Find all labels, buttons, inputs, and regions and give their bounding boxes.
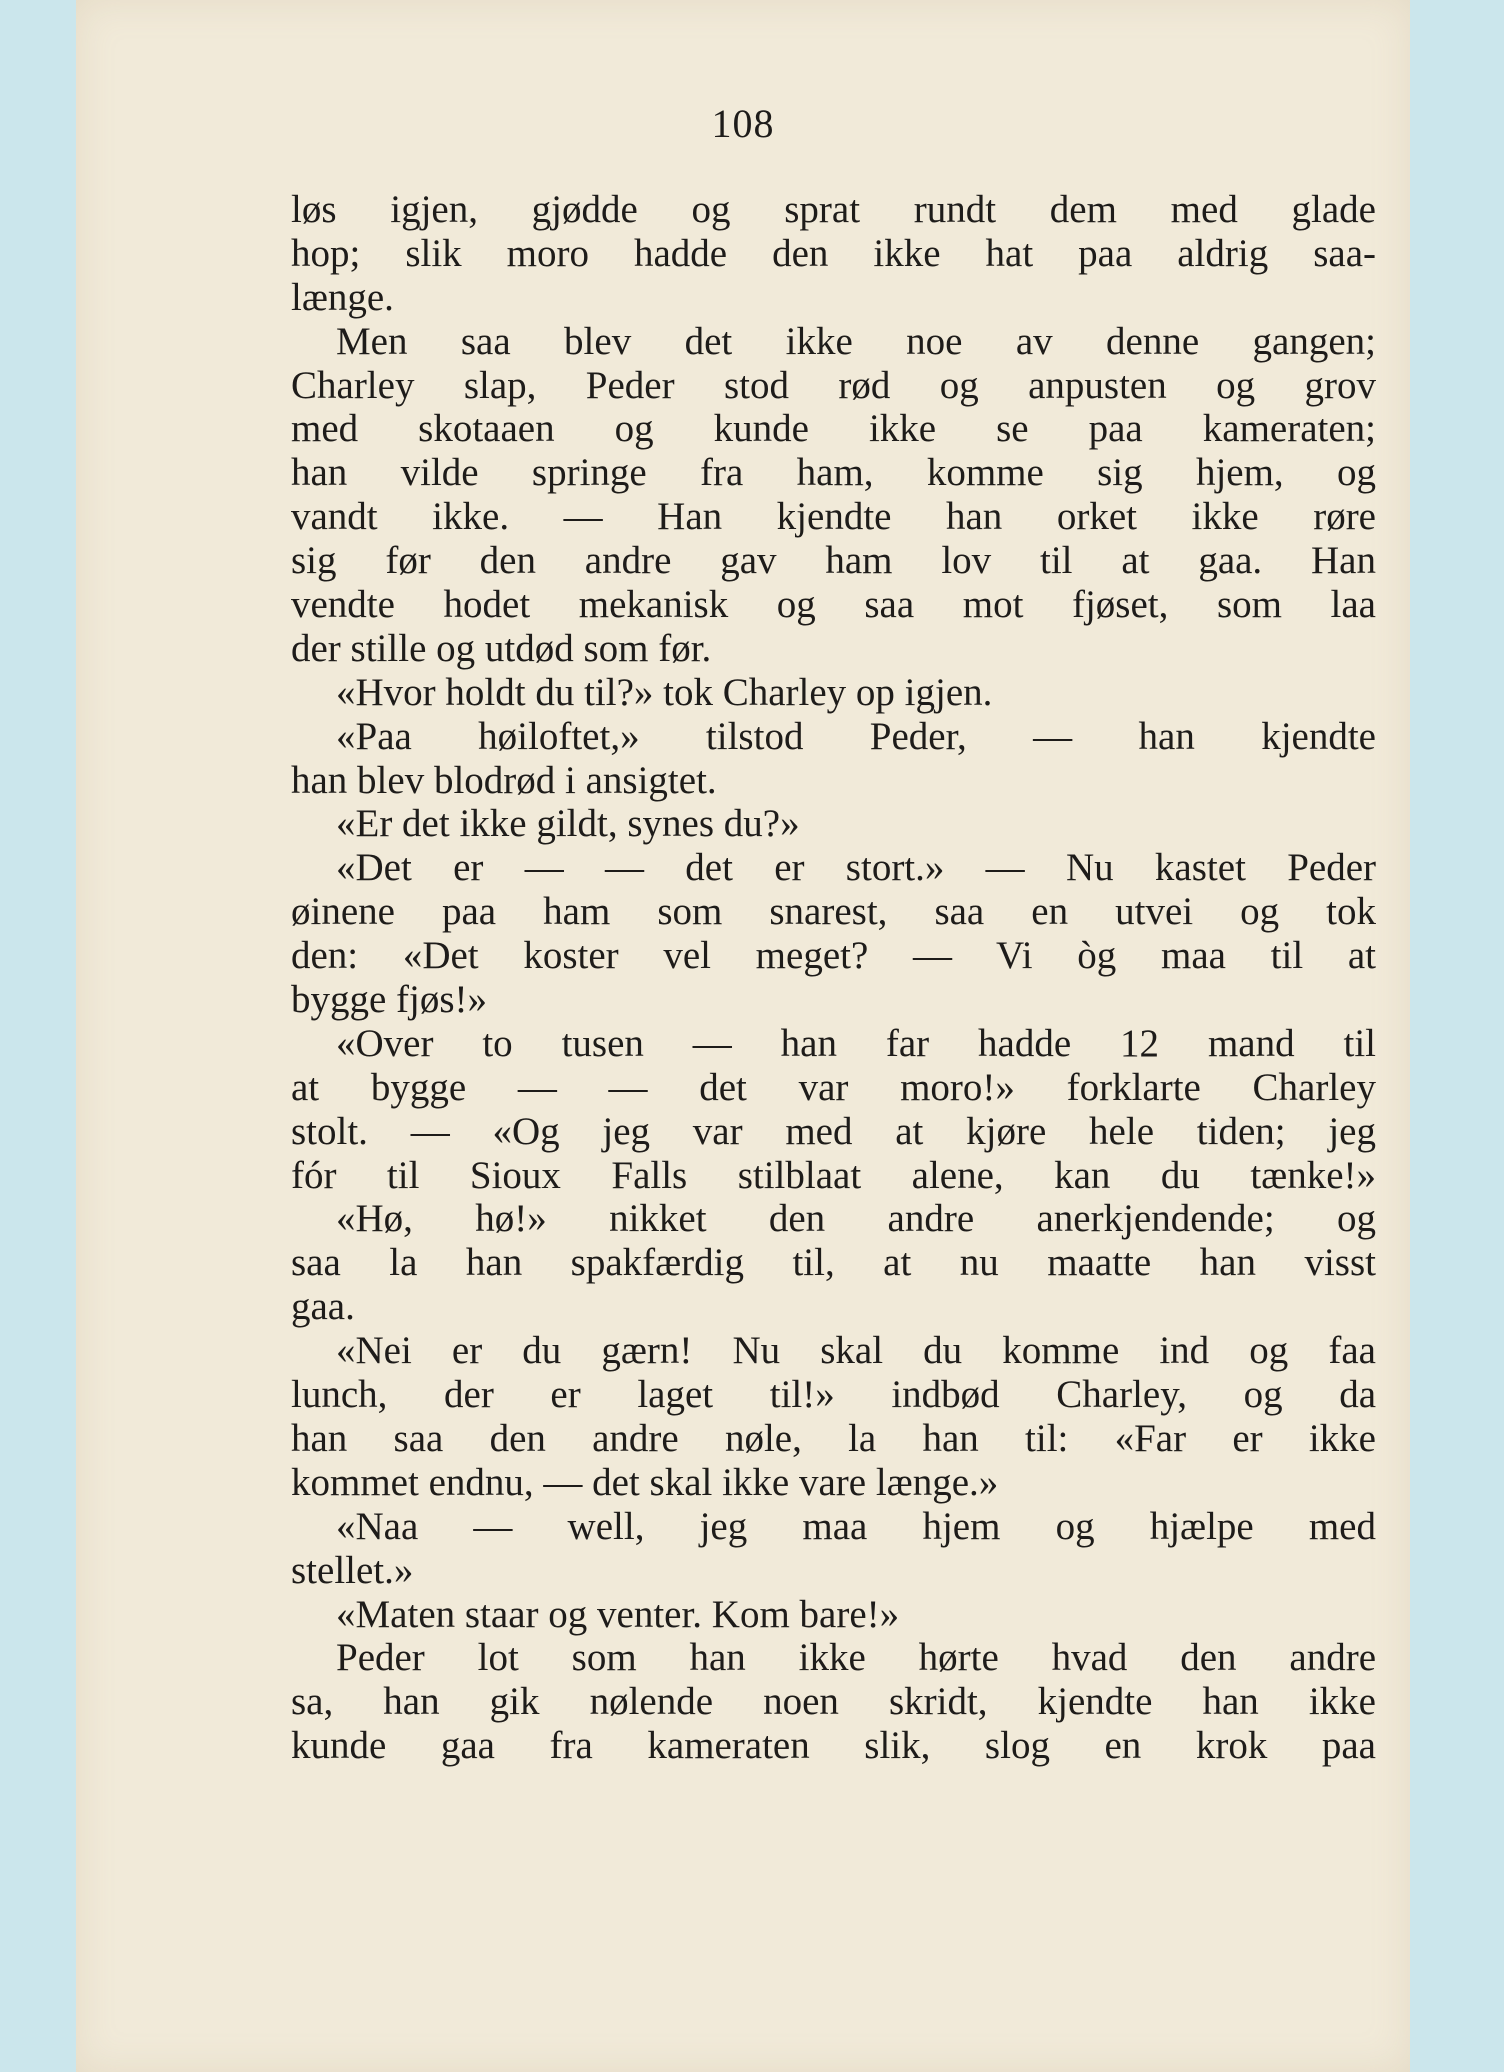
text-line: fór til Sioux Falls stilblaat alene, kan du tænke!»: [291, 1153, 1376, 1197]
text-line: vendte hodet mekanisk og saa mot fjøset, som laa: [291, 583, 1376, 627]
text-line: hop; slik moro hadde den ikke hat paa aldrig saa-: [291, 231, 1376, 275]
text-line: kommet endnu, — det skal ikke vare længe.»: [291, 1460, 999, 1504]
text-line: «Hvor holdt du til?» tok Charley op igjen.: [336, 670, 993, 714]
text-line: han blev blodrød i ansigtet.: [291, 758, 717, 802]
text-line: bygge fjøs!»: [291, 978, 488, 1022]
text-line: Charley slap, Peder stod rød og anpusten og grov: [291, 363, 1376, 407]
text-line: med skotaaen og kunde ikke se paa kameraten;: [291, 407, 1376, 451]
text-line: øinene paa ham som snarest, saa en utvei og tok: [291, 890, 1376, 934]
text-line: stolt. — «Og jeg var med at kjøre hele tiden; jeg: [291, 1109, 1376, 1153]
text-line: løs igjen, gjødde og sprat rundt dem med glade: [291, 188, 1376, 231]
text-line: sa, han gik nølende noen skridt, kjendte han ikke: [291, 1680, 1376, 1724]
text-line: «Paa høiloftet,» tilstod Peder, — han kjendte: [336, 714, 1376, 758]
text-line: Peder lot som han ikke hørte hvad den andre: [336, 1636, 1376, 1680]
page-number: 108: [711, 101, 775, 146]
text-line: saa la han spakfærdig til, at nu maatte han visst: [291, 1241, 1376, 1285]
text-line: Men saa blev det ikke noe av denne gangen;: [336, 319, 1376, 363]
text-line: vandt ikke. — Han kjendte han orket ikke røre: [291, 495, 1376, 539]
book-page: [76, 0, 1410, 2072]
text-line: gaa.: [291, 1285, 355, 1329]
text-line: længe.: [291, 275, 394, 319]
text-line: «Er det ikke gildt, synes du?»: [336, 802, 800, 846]
text-line: «Nei er du gærn! Nu skal du komme ind og faa: [336, 1329, 1376, 1373]
text-line: den: «Det koster vel meget? — Vi òg maa til at: [291, 934, 1376, 978]
text-line: «Naa — well, jeg maa hjem og hjælpe med: [336, 1504, 1376, 1548]
body-text: [291, 188, 1376, 1768]
text-line: kunde gaa fra kameraten slik, slog en krok paa: [291, 1724, 1376, 1768]
text-line: «Hø, hø!» nikket den andre anerkjendende; og: [336, 1197, 1376, 1241]
text-line: han vilde springe fra ham, komme sig hjem, og: [291, 451, 1376, 495]
text-line: «Maten staar og venter. Kom bare!»: [336, 1592, 900, 1636]
text-line: sig før den andre gav ham lov til at gaa. Han: [291, 539, 1376, 583]
text-line: lunch, der er laget til!» indbød Charley, og da: [291, 1373, 1376, 1417]
text-line: «Over to tusen — han far hadde 12 mand til: [336, 1021, 1376, 1065]
text-line: «Det er — — det er stort.» — Nu kastet Peder: [336, 846, 1376, 890]
text-line: han saa den andre nøle, la han til: «Far er ikke: [291, 1416, 1376, 1460]
text-line: der stille og utdød som før.: [291, 626, 712, 670]
text-line: stellet.»: [291, 1548, 414, 1592]
text-line: at bygge — — det var moro!» forklarte Charley: [291, 1065, 1376, 1109]
